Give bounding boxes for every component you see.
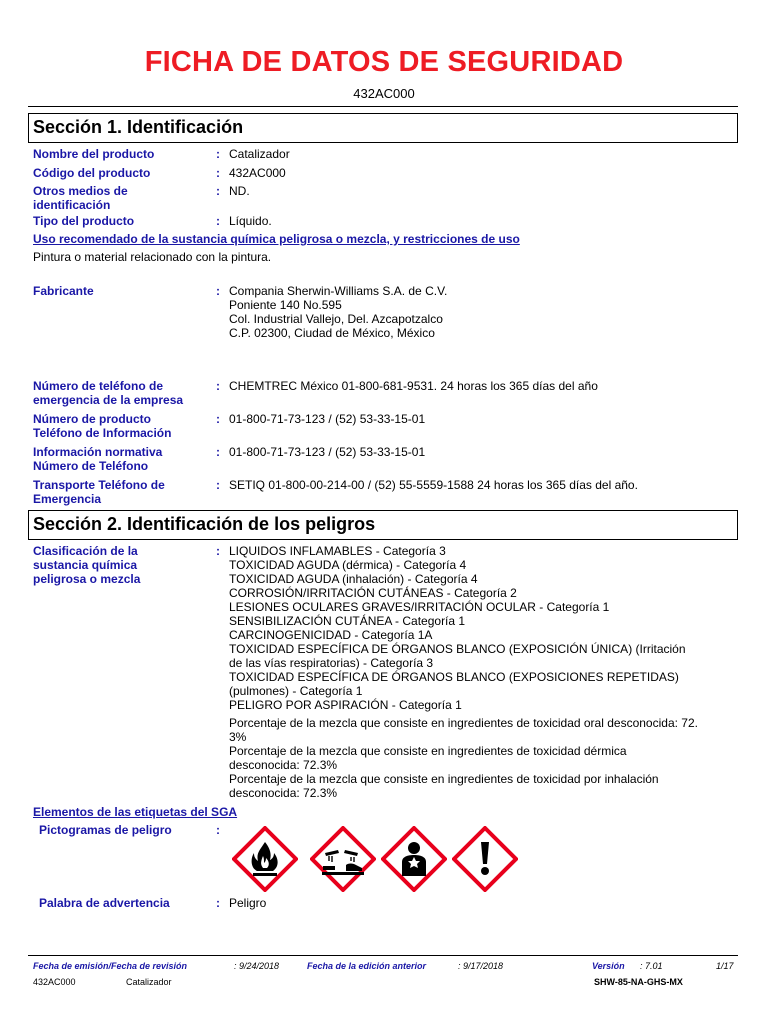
footer-page-number: 1/17 [716,961,734,971]
label-tipo-producto: Tipo del producto [33,214,135,228]
label-codigo-producto: Código del producto [33,166,151,180]
label-line: Número de teléfono de [33,379,164,393]
label-line: peligrosa o mezcla [33,572,141,586]
value-fabricante [229,284,447,340]
label-pictogramas: Pictogramas de peligro [39,823,172,837]
hazard-line: TOXICIDAD ESPECÍFICA DE ÓRGANOS BLANCO (EXPOSICIONES REPETIDAS) [229,670,679,684]
colon: : [216,284,220,298]
address-line: Col. Industrial Vallejo, Del. Azcapotzalco [229,312,443,326]
label-line: Emergencia [33,492,102,506]
footer-anterior-value: : 9/17/2018 [458,961,504,971]
colon: : [216,166,220,180]
health-hazard-icon [381,826,447,892]
hazard-line: SENSIBILIZACIÓN CUTÁNEA - Categoría 1 [229,614,466,628]
value-numero-producto: 01-800-71-73-123 / (52) 53-33-15-01 [229,412,426,426]
label-nombre-producto: Nombre del producto [33,147,155,161]
label-line: Teléfono de Información [33,426,172,440]
label-informacion-normativa [33,445,162,473]
hazard-line: (pulmones) - Categoría 1 [229,684,363,698]
value-codigo-producto: 432AC000 [229,166,286,180]
label-numero-producto [33,412,171,440]
label-line: sustancia química [33,558,138,572]
colon: : [216,544,220,558]
footer-code: 432AC000 [33,977,76,987]
hazard-line: PELIGRO POR ASPIRACIÓN - Categoría 1 [229,698,462,712]
section-2-header [28,510,738,540]
label-palabra-advertencia: Palabra de advertencia [39,896,170,910]
percent-line: 3% [229,730,247,744]
corrosion-icon [310,826,376,892]
colon: : [216,379,220,393]
address-line: Poniente 140 No.595 [229,298,342,312]
footer-version-value: : 7.01 [640,961,663,971]
document-code: 432AC000 [353,86,415,101]
section-1-title: Sección 1. Identificación [33,117,244,137]
colon: : [216,445,220,459]
elementos-etiquetas-link[interactable]: Elementos de las etiquetas del SGA [33,805,238,819]
hazard-line: de las vías respiratorias) - Categoría 3 [229,656,434,670]
footer-version-label: Versión [592,961,625,971]
hazard-line: TOXICIDAD ESPECÍFICA DE ÓRGANOS BLANCO (EXPOSICIÓN ÚNICA) (Irritación [229,642,686,656]
footer-emision-value: : 9/24/2018 [234,961,280,971]
hazard-line: LESIONES OCULARES GRAVES/IRRITACIÓN OCULAR - Categoría 1 [229,600,610,614]
footer [28,955,738,992]
label-line: Otros medios de [33,184,128,198]
header-divider [28,106,738,107]
footer-product: Catalizador [126,977,172,987]
colon: : [216,147,220,161]
footer-doc-id: SHW-85-NA-GHS-MX [594,977,683,987]
hazard-line: TOXICIDAD AGUDA (inhalación) - Categoría 4 [229,572,478,586]
label-line: emergencia de la empresa [33,393,184,407]
hazard-line: CORROSIÓN/IRRITACIÓN CUTÁNEAS - Categoría 2 [229,586,517,600]
value-tipo-producto: Líquido. [229,214,272,228]
hazard-line: CARCINOGENICIDAD - Categoría 1A [229,628,433,642]
colon: : [216,896,220,910]
value-otros-medios: ND. [229,184,250,198]
footer-anterior-label: Fecha de la edición anterior [307,961,427,971]
colon: : [216,214,220,228]
label-line: identificación [33,198,111,212]
label-transporte [33,478,165,506]
document-title: FICHA DE DATOS DE SEGURIDAD [144,46,624,78]
value-informacion-normativa: 01-800-71-73-123 / (52) 53-33-15-01 [229,445,426,459]
value-nombre-producto: Catalizador [229,147,290,161]
colon: : [216,184,220,198]
address-line: Compania Sherwin-Williams S.A. de C.V. [229,284,448,298]
value-clasificacion [229,544,698,800]
section-2-title: Sección 2. Identificación de los peligros [33,514,376,534]
label-otros-medios [33,184,128,212]
hazard-line: TOXICIDAD AGUDA (dérmica) - Categoría 4 [229,558,467,572]
flame-icon [232,826,298,892]
section-1-header [28,113,738,143]
percent-line: Porcentaje de la mezcla que consiste en ingredientes de toxicidad oral desconocida: 72. [229,716,698,730]
percent-line: desconocida: 72.3% [229,786,338,800]
colon: : [216,412,220,426]
hazard-line: LIQUIDOS INFLAMABLES - Categoría 3 [229,544,446,558]
uso-recomendado-text: Pintura o material relacionado con la pintura. [33,250,272,264]
label-fabricante: Fabricante [33,284,94,298]
label-line: Clasificación de la [33,544,138,558]
colon: : [216,823,220,837]
percent-line: Porcentaje de la mezcla que consiste en ingredientes de toxicidad dérmica [229,744,627,758]
label-line: Transporte Teléfono de [33,478,165,492]
value-palabra-advertencia: Peligro [229,896,267,910]
address-line: C.P. 02300, Ciudad de México, México [229,326,435,340]
label-telefono-emergencia [33,379,183,407]
value-telefono-emergencia: CHEMTREC México 01-800-681-9531. 24 horas los 365 días del año [229,379,598,393]
colon: : [216,478,220,492]
label-clasificacion [33,544,140,586]
exclamation-icon [452,826,518,892]
footer-emision-label: Fecha de emisión/Fecha de revisión [33,961,188,971]
label-line: Información normativa [33,445,163,459]
percent-line: desconocida: 72.3% [229,758,338,772]
label-line: Número de producto [33,412,152,426]
label-line: Número de Teléfono [33,459,149,473]
value-transporte: SETIQ 01-800-00-214-00 / (52) 55-5559-1588 24 horas los 365 días del año. [229,478,638,492]
percent-line: Porcentaje de la mezcla que consiste en ingredientes de toxicidad por inhalación [229,772,659,786]
uso-recomendado-link[interactable]: Uso recomendado de la sustancia química peligrosa o mezcla, y restricciones de uso [33,232,520,246]
